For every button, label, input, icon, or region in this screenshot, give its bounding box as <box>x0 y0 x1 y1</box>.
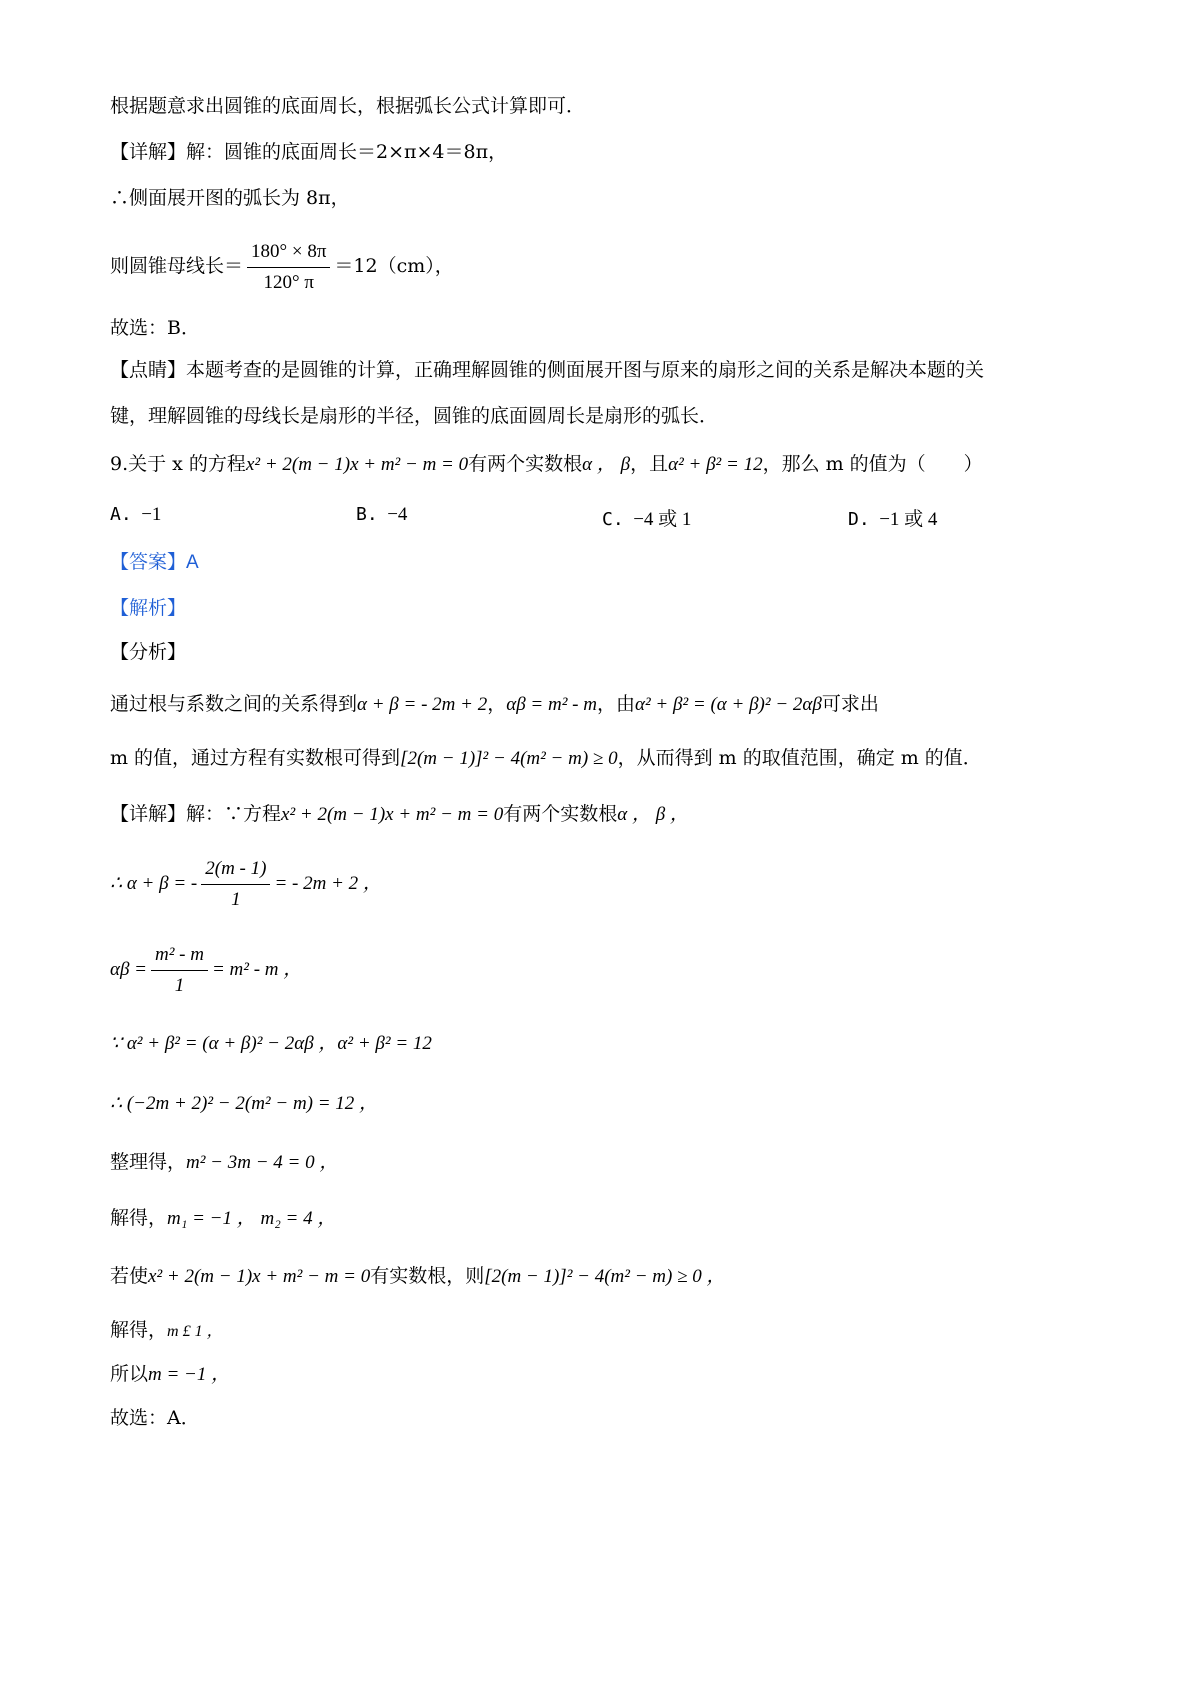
sum-rhs: = - 2m + 2 ， <box>274 873 382 894</box>
so-label: 所以 <box>110 1363 149 1385</box>
detail-9-tag: 【详解】 <box>110 803 187 825</box>
stem-part-3: ，且 <box>630 453 669 475</box>
sum-numerator: 2(m - 1) <box>201 856 270 885</box>
fenxi-product: αβ = m² - m <box>506 694 597 715</box>
so-value: m = −1 ， <box>148 1364 231 1385</box>
question-roots: α ， β <box>582 454 631 475</box>
option-b-label: B. <box>356 504 378 525</box>
option-b <box>356 504 407 526</box>
tidy-label: 整理得， <box>110 1151 187 1173</box>
therefore-symbol: ∴ <box>110 187 130 209</box>
product-denominator: 1 <box>174 975 185 997</box>
stem-part-1: 关于 x 的方程 <box>128 453 246 475</box>
detail-line <box>110 138 507 166</box>
product-line <box>110 940 302 1000</box>
product-fraction <box>151 942 208 999</box>
sum-fraction <box>201 856 270 913</box>
product-lhs: αβ = <box>110 959 148 980</box>
sum-lhs: ∴ α + β = - <box>110 873 198 894</box>
detail-text: 解：圆锥的底面周长＝2×π×4＝8π， <box>186 141 508 163</box>
generatrix-prefix: 则圆锥母线长＝ <box>110 255 244 277</box>
comment-line-1 <box>110 356 984 384</box>
arc-line <box>110 184 350 212</box>
option-c-label: C. <box>602 509 624 530</box>
product-numerator: m² - m <box>151 942 208 971</box>
generatrix-denominator: 120° π <box>263 271 314 293</box>
fenxi-text-2a: m 的值，通过方程有实数根可得到 <box>110 747 401 769</box>
so-line <box>110 1360 230 1389</box>
detail-9-text-b: 有两个实数根 <box>503 803 618 825</box>
comment-line-2: 键，理解圆锥的母线长是扇形的半径，圆锥的底面圆周长是扇形的弧长． <box>110 405 719 427</box>
fenxi-tag: 【分析】 <box>110 641 187 663</box>
detail-9-roots: α ， β ， <box>617 804 689 825</box>
fenxi-text-1f: 可求出 <box>821 693 879 715</box>
answer-value: A <box>186 552 199 573</box>
detail-9-text-a: 解：∵方程 <box>186 803 282 825</box>
fenxi-discriminant: [2(m − 1)]² − 4(m² − m) ≥ 0 <box>400 748 618 769</box>
ifuse-text-b: 有实数根，则 <box>370 1265 485 1287</box>
ifuse-inequality: [2(m − 1)]² − 4(m² − m) ≥ 0 ， <box>484 1266 726 1287</box>
ifuse-line <box>110 1262 726 1291</box>
generatrix-fraction <box>247 239 330 296</box>
fenxi-text-2c: ，从而得到 m 的取值范围，确定 m 的值． <box>617 747 982 769</box>
option-c-value: −4 或 1 <box>633 509 692 530</box>
option-d <box>848 504 937 531</box>
option-a-label: A. <box>110 504 132 525</box>
option-c <box>602 504 691 531</box>
answer-line <box>110 548 199 577</box>
question-equation: x² + 2(m − 1)x + m² − m = 0 <box>245 454 469 475</box>
because-line: ∵ α² + β² = (α + β)² − 2αβ ，α² + β² = 12 <box>110 1033 432 1054</box>
range-line <box>110 1316 223 1346</box>
option-a-value: −1 <box>141 504 162 525</box>
option-a <box>110 504 161 526</box>
fenxi-identity: α² + β² = (α + β)² − 2αβ <box>634 694 822 715</box>
choose-b-line: 故选：B． <box>110 317 200 339</box>
comment-text-1: 本题考查的是圆锥的计算，正确理解圆锥的侧面展开图与原来的扇形之间的关系是解决本题的关 <box>186 359 985 381</box>
stem-part-2: 有两个实数根 <box>468 453 583 475</box>
comment-tag: 【点睛】 <box>110 359 187 381</box>
arc-text: 侧面展开图的弧长为 8π， <box>129 187 350 209</box>
fenxi-line-1: 通过根与系数之间的关系得到α + β = - 2m + 2，αβ = m² - m，由α² + β² = (α + β)² − 2αβ可求出 <box>110 693 879 715</box>
generatrix-suffix: ＝12（cm）， <box>334 255 454 277</box>
option-d-value: −1 或 4 <box>879 509 938 530</box>
generatrix-numerator: 180° × 8π <box>247 239 330 268</box>
range-label: 解得， <box>110 1319 168 1341</box>
therefore-line: ∴ (−2m + 2)² − 2(m² − m) = 12 ， <box>110 1093 379 1114</box>
solve-equation: m₁ = −1 ， m₂ = 4 ， <box>167 1208 337 1229</box>
sum-denominator: 1 <box>231 889 241 911</box>
question-number: 9. <box>110 453 129 475</box>
analysis-tag: 【解析】 <box>110 597 187 619</box>
option-b-value: −4 <box>387 504 408 525</box>
range-value: m £ 1 ， <box>167 1323 223 1340</box>
question-9-stem <box>110 450 983 479</box>
tidy-line <box>110 1148 338 1177</box>
analysis-line: 根据题意求出圆锥的底面周长，根据弧长公式计算即可． <box>110 95 586 117</box>
fenxi-text-1d: ，由 <box>596 693 635 715</box>
tidy-equation: m² − 3m − 4 = 0 ， <box>186 1152 339 1173</box>
stem-part-4: ，那么 m 的值为（ ） <box>762 453 983 475</box>
choose-a-line: 故选：A． <box>110 1407 200 1429</box>
product-rhs: = m² - m ， <box>211 959 303 980</box>
option-d-label: D. <box>848 509 870 530</box>
solve-line <box>110 1204 336 1233</box>
generatrix-line <box>110 236 454 296</box>
fenxi-text-1a: 通过根与系数之间的关系得到 <box>110 693 358 715</box>
solve-label: 解得， <box>110 1207 168 1229</box>
ifuse-text-a: 若使 <box>110 1265 149 1287</box>
detail-9-line <box>110 800 689 829</box>
answer-tag: 【答案】 <box>110 551 187 573</box>
sum-line <box>110 854 382 914</box>
fenxi-sum: α + β = - 2m + 2 <box>357 694 488 715</box>
ifuse-equation: x² + 2(m − 1)x + m² − m = 0 <box>148 1266 371 1287</box>
fenxi-line-2 <box>110 744 982 773</box>
question-condition: α² + β² = 12 <box>668 454 763 475</box>
detail-tag: 【详解】 <box>110 141 187 163</box>
detail-9-equation: x² + 2(m − 1)x + m² − m = 0 <box>281 804 504 825</box>
